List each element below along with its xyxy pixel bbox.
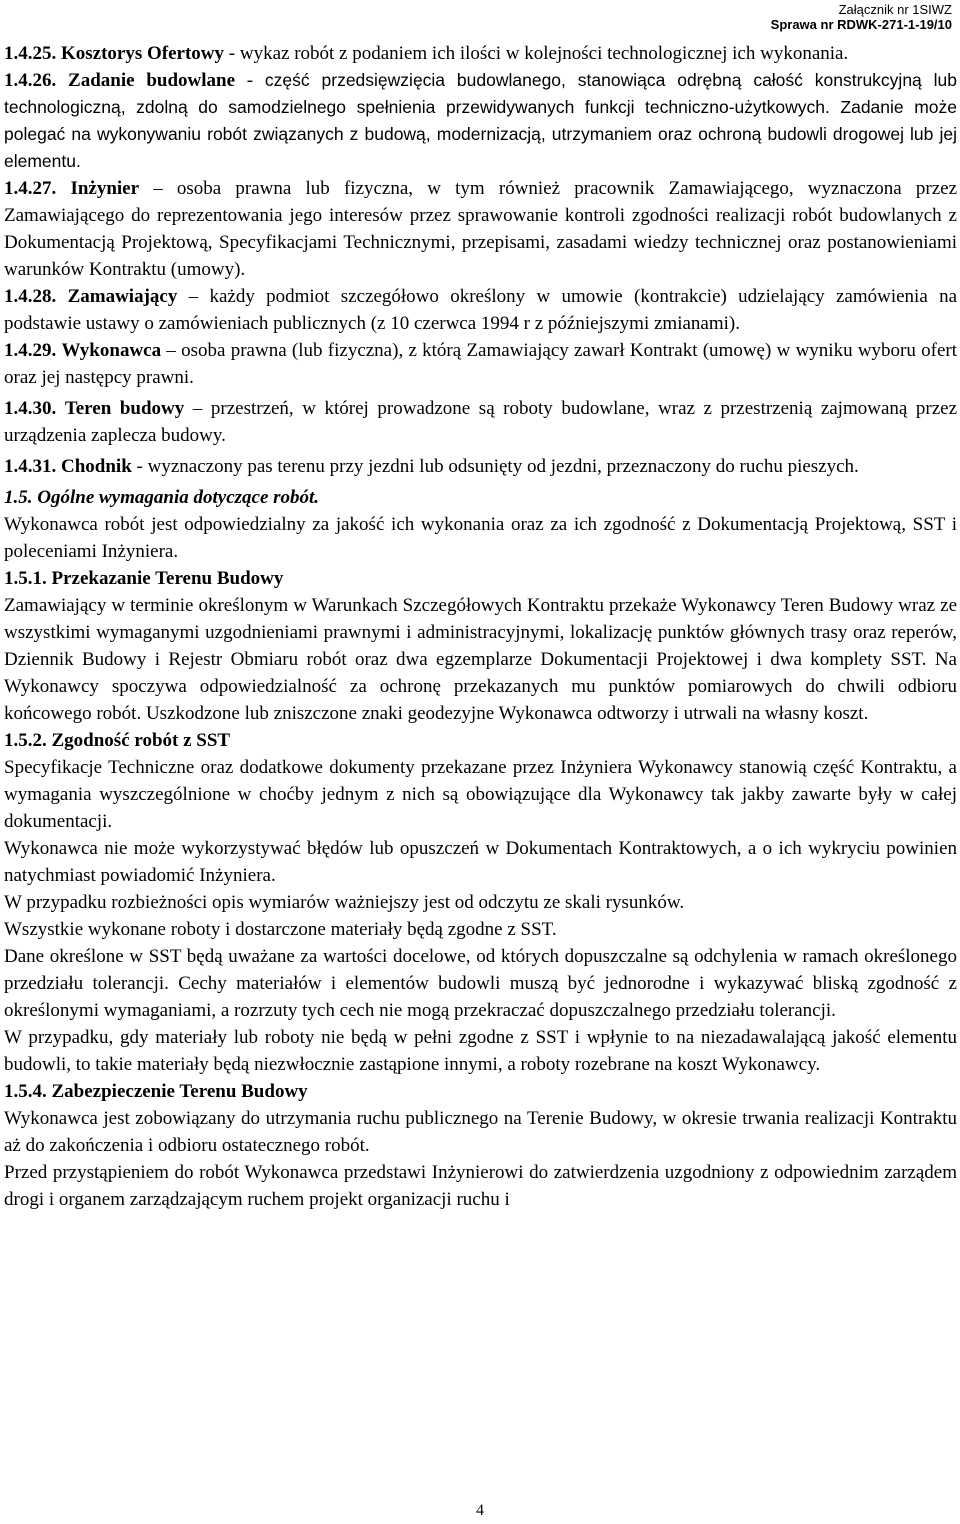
section-intro: Wykonawca robót jest odpowiedzialny za jakość ich wykonania oraz za ich zgodność z Dokumentacją Projektową, SST i poleceniami Inżyniera.: [4, 514, 957, 562]
section-heading: 1.5.4. Zabezpieczenie Terenu Budowy: [4, 1081, 308, 1102]
item-text: wyznaczony pas terenu przy jezdni lub odsunięty od jezdni, przeznaczony do ruchu pieszych.: [147, 456, 859, 477]
item-text: każdy podmiot szczegółowo określony w umowie (kontrakcie) udzielający zamówienia na podstawie ustawy o zamówieniach publicznych (z 10 czerwca 1994 r z późniejszymi zmianami).: [4, 286, 958, 334]
section-heading: 1.5.2. Zgodność robót z SST: [4, 730, 231, 751]
item-number: 1.4.27.: [4, 178, 57, 199]
section-heading: 1.5. Ogólne wymagania dotyczące robót.: [4, 487, 320, 508]
definition-item: [4, 395, 957, 449]
item-term: Zadanie budowlane: [68, 70, 236, 91]
item-text: osoba prawna (lub fizyczna), z którą Zamawiający zawarł Kontrakt (umowę) w wyniku wyboru ofert oraz jej następcy prawni.: [4, 340, 958, 388]
item-term: Kosztorys Ofertowy: [61, 43, 225, 64]
item-number: 1.4.30.: [4, 398, 57, 419]
item-separator: –: [177, 286, 210, 307]
definition-item: [4, 67, 957, 175]
paragraph: Przed przystąpieniem do robót Wykonawca przedstawi Inżynierowi do zatwierdzenia uzgodniony z odpowiednim zarządem drogi i organem zarządzającym ruchem projekt organizacji ruchu i: [4, 1162, 957, 1210]
item-number: 1.4.28.: [4, 286, 57, 307]
paragraph: Wszystkie wykonane roboty i dostarczone materiały będą zgodne z SST.: [4, 919, 557, 940]
item-term: Teren budowy: [64, 398, 185, 419]
item-separator: –: [139, 178, 177, 199]
item-number: 1.4.31.: [4, 456, 57, 477]
paragraph: Wykonawca nie może wykorzystywać błędów lub opuszczeń w Dokumentach Kontraktowych, a o ich wykryciu powinien natychmiast powiadomić Inżyniera.: [4, 838, 957, 886]
item-term: Chodnik: [61, 456, 132, 477]
item-text: przestrzeń, w której prowadzone są roboty budowlane, wraz z przestrzenią zajmowaną przez urządzenia zaplecza budowy.: [4, 398, 958, 446]
paragraph: W przypadku rozbieżności opis wymiarów ważniejszy jest od odczytu ze skali rysunków.: [4, 892, 685, 913]
definition-item: [4, 40, 957, 67]
item-separator: -: [131, 456, 148, 477]
header-case-number: Sprawa nr RDWK-271-1-19/10: [770, 17, 952, 32]
item-text: wykaz robót z podaniem ich ilości w kolejności technologicznej ich wykonania.: [239, 43, 849, 64]
item-number: 1.4.29.: [4, 340, 57, 361]
item-number: 1.4.26.: [4, 70, 57, 91]
paragraph: Specyfikacje Techniczne oraz dodatkowe dokumenty przekazane przez Inżyniera Wykonawcy stanowią część Kontraktu, a wymagania wyszczególnione w choćby jednym z nich są obowiązujące dla Wykonawcy tak jakby zawarte były w całej dokumentacji.: [4, 757, 957, 832]
paragraph: Dane określone w SST będą uważane za wartości docelowe, od których dopuszczalne są odchylenia w ramach określonego przedziału tolerancji. Cechy materiałów i elementów budowli muszą być jednorodne i wykazywać bliską zgodność z określonymi wymaganiami, a rozrzuty tych cech nie mogą przekraczać dopuszczalnego przedziału tolerancji.: [4, 946, 957, 1021]
item-separator: -: [235, 70, 265, 91]
page-number: 4: [476, 1502, 484, 1519]
definitions-list: [4, 40, 957, 480]
paragraph: Wykonawca jest zobowiązany do utrzymania ruchu publicznego na Terenie Budowy, w okresie trwania realizacji Kontraktu aż do zakończenia i odbioru ostatecznego robót.: [4, 1108, 957, 1156]
item-term: Inżynier: [70, 178, 140, 199]
item-separator: –: [161, 340, 182, 361]
header-attachment: Załącznik nr 1SIWZ: [838, 2, 952, 17]
document-body: [4, 40, 957, 1213]
definition-item: [4, 175, 957, 283]
item-separator: -: [224, 43, 240, 64]
paragraph: W przypadku, gdy materiały lub roboty nie będą w pełni zgodne z SST i wpłynie to na niezadawalającą jakość elementu budowli, to takie materiały będą niezwłocznie zastąpione innymi, a roboty rozebrane na koszt Wykonawcy.: [4, 1027, 957, 1075]
definition-item: [4, 283, 957, 337]
item-term: Wykonawca: [61, 340, 162, 361]
definition-item: [4, 337, 957, 391]
item-text: część przedsięwzięcia budowlanego, stanowiąca odrębną całość konstrukcyjną lub technologiczną, zdolną do samodzielnego spełnienia przewidywanych funkcji techniczno-użytkowych. Zadanie może polegać na wykonywaniu robót związanych z budową, modernizacją, utrzymaniem oraz ochroną budowli drogowej lub jej elementu.: [4, 70, 958, 171]
definition-item: [4, 453, 957, 480]
item-number: 1.4.25.: [4, 43, 57, 64]
item-term: Zamawiający: [67, 286, 178, 307]
paragraph: Zamawiający w terminie określonym w Warunkach Szczegółowych Kontraktu przekaże Wykonawcy Teren Budowy wraz ze wszystkimi wymaganymi uzgodnieniami prawnymi i administracyjnymi, lokalizację punktów głównych trasy oraz reperów, Dziennik Budowy i Rejestr Obmiaru robót oraz dwa egzemplarze Dokumentacji Projektowej i dwa komplety SST. Na Wykonawcy spoczywa odpowiedzialność za ochronę przekazanych mu punktów pomiarowych do chwili odbioru końcowego robót. Uszkodzone lub zniszczone znaki geodezyjne Wykonawca odtworzy i utrwali na własny koszt.: [4, 595, 957, 724]
section-heading: 1.5.1. Przekazanie Terenu Budowy: [4, 568, 284, 589]
item-separator: –: [184, 398, 211, 419]
item-text: osoba prawna lub fizyczna, w tym również pracownik Zamawiającego, wyznaczona przez Zamawiającego do reprezentowania jego interesów przez sprawowanie kontroli zgodności realizacji robót budowlanych z Dokumentacją Projektową, Specyfikacjami Technicznymi, przepisami, zasadami wiedzy technicznej oraz postanowieniami warunków Kontraktu (umowy).: [4, 178, 957, 280]
page-header: [771, 2, 952, 32]
